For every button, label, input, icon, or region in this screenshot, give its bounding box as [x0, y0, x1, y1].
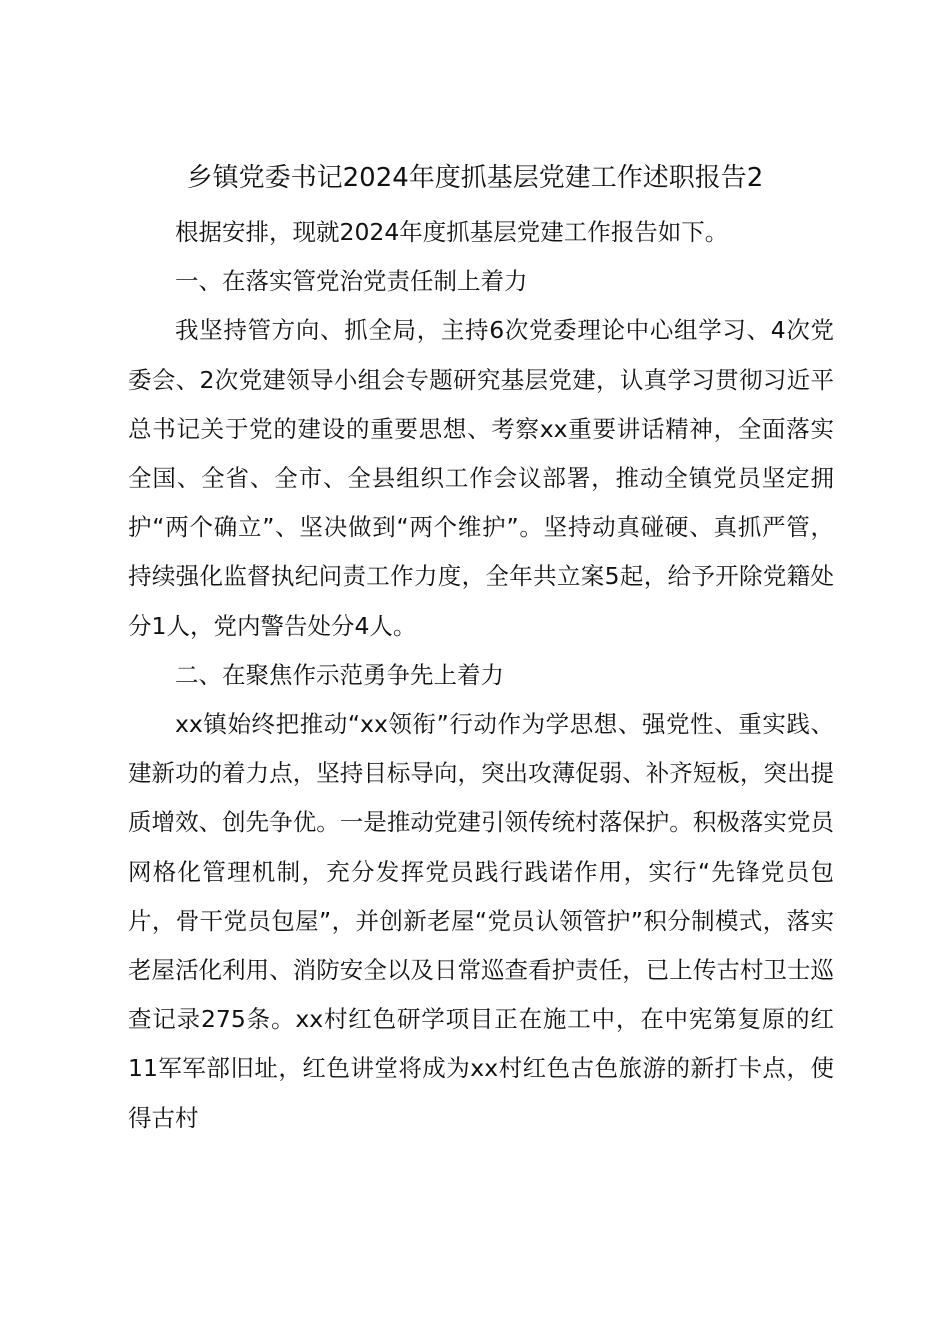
document-body	[128, 208, 834, 1143]
section-heading-2: 二、在聚焦作示范勇争先上着力	[175, 660, 504, 689]
section-paragraph-2: xx镇始终把推动“xx领衔”行动作为学思想、强党性、重实践、建新功的着力点，坚持目标导向，突出攻薄促弱、补齐短板，突出提质增效、创先争优。一是推动党建引领传统村落保护。积极落实党员网格化管理机制，充分发挥党员践行践诺作用，实行“先锋党员包片，骨干党员包屋”，并创新老屋“党员认领管护”积分制模式，落实老屋活化利用、消防安全以及日常巡查看护责任，已上传古村卫士巡查记录275条。xx村红色研学项目正在施工中，在中宪第复原的红11军军部旧址，红色讲堂将成为xx村红色古色旅游的新打卡点，使得古村	[128, 710, 834, 1132]
section-paragraph-1: 我坚持管方向、抓全局，主持6次党委理论中心组学习、4次党委会、2次党建领导小组会专题研究基层党建，认真学习贯彻习近平总书记关于党的建设的重要思想、考察xx重要讲话精神，全面落实全国、全省、全市、全县组织工作会议部署，推动全镇党员坚定拥护“两个确立”、坚决做到“两个维护”。坚持动真碰硬、真抓严管，持续强化监督执纪问责工作力度，全年共立案5起，给予开除党籍处分1人，党内警告处分4人。	[128, 316, 834, 640]
document-title: 乡镇党委书记2024年度抓基层党建工作述职报告2	[186, 163, 764, 193]
intro-paragraph: 根据安排，现就2024年度抓基层党建工作报告如下。	[175, 218, 729, 246]
section-heading-1: 一、在落实管党治党责任制上着力	[175, 267, 528, 296]
